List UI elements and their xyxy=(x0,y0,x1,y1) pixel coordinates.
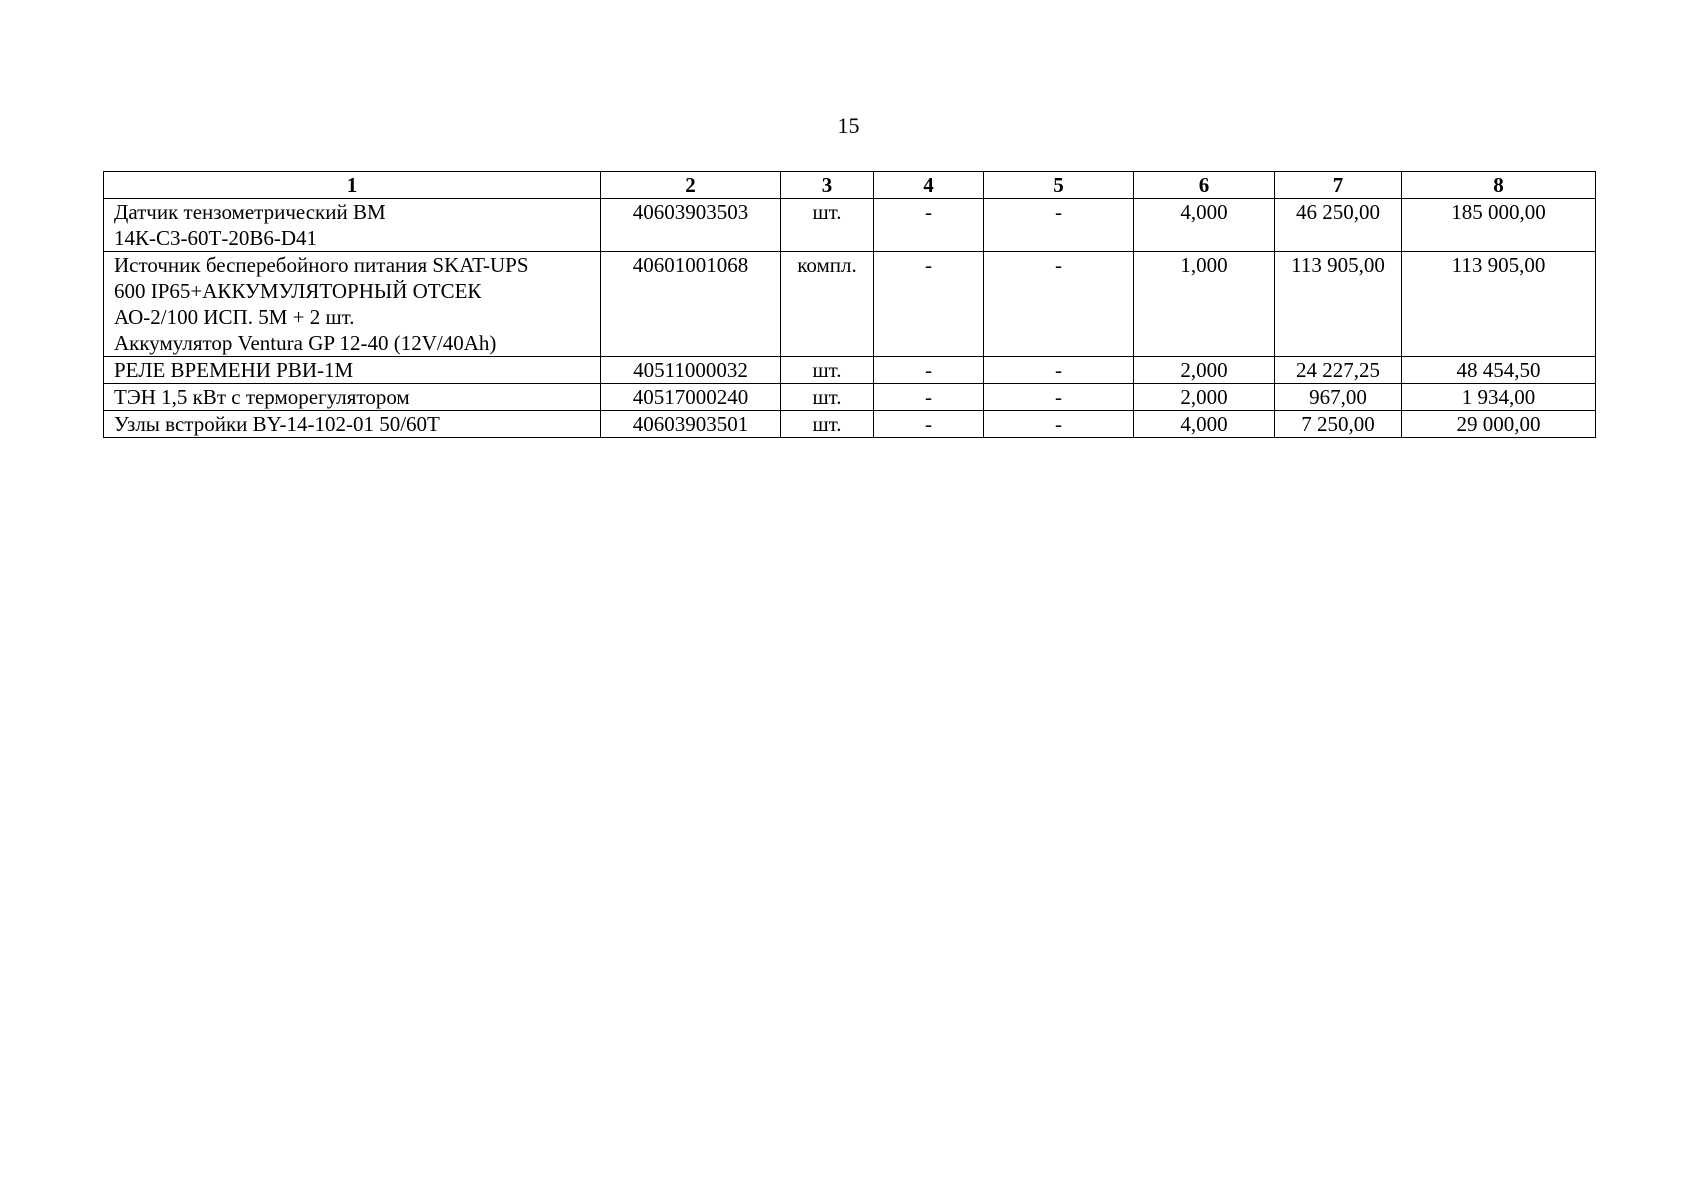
item-total: 48 454,50 xyxy=(1402,357,1596,384)
item-price: 967,00 xyxy=(1275,384,1402,411)
header-cell-6: 6 xyxy=(1134,172,1275,199)
item-quantity: 1,000 xyxy=(1134,252,1275,357)
item-col4: - xyxy=(874,411,984,438)
item-name: Датчик тензометрический ВМ 14К-С3-60Т-20В6-D41 xyxy=(104,199,601,252)
item-col4: - xyxy=(874,199,984,252)
item-code: 40511000032 xyxy=(601,357,781,384)
item-col5: - xyxy=(984,357,1134,384)
item-col5: - xyxy=(984,411,1134,438)
item-quantity: 4,000 xyxy=(1134,199,1275,252)
item-code: 40603903501 xyxy=(601,411,781,438)
item-total: 1 934,00 xyxy=(1402,384,1596,411)
item-name: Узлы встройки BY-14-102-01 50/60T xyxy=(104,411,601,438)
table-row xyxy=(104,411,1596,438)
item-col4: - xyxy=(874,357,984,384)
item-code: 40601001068 xyxy=(601,252,781,357)
item-unit: шт. xyxy=(781,199,874,252)
table-row xyxy=(104,199,1596,252)
header-cell-8: 8 xyxy=(1402,172,1596,199)
item-col5: - xyxy=(984,252,1134,357)
header-cell-7: 7 xyxy=(1275,172,1402,199)
item-unit: компл. xyxy=(781,252,874,357)
item-col4: - xyxy=(874,384,984,411)
item-unit: шт. xyxy=(781,357,874,384)
item-col4: - xyxy=(874,252,984,357)
item-quantity: 2,000 xyxy=(1134,384,1275,411)
item-col5: - xyxy=(984,199,1134,252)
table-row xyxy=(104,384,1596,411)
header-cell-3: 3 xyxy=(781,172,874,199)
item-name: Источник бесперебойного питания SKAT-UPS 600 IP65+АККУМУЛЯТОРНЫЙ ОТСЕК АО-2/100 ИСП. 5М + 2 шт. Аккумулятор Ventura GP 12-40 (12V/40Ah) xyxy=(104,252,601,357)
header-cell-5: 5 xyxy=(984,172,1134,199)
item-code: 40517000240 xyxy=(601,384,781,411)
item-unit: шт. xyxy=(781,384,874,411)
item-quantity: 2,000 xyxy=(1134,357,1275,384)
item-total: 185 000,00 xyxy=(1402,199,1596,252)
table-body xyxy=(104,199,1596,438)
item-total: 113 905,00 xyxy=(1402,252,1596,357)
item-price: 113 905,00 xyxy=(1275,252,1402,357)
page-number: 15 xyxy=(837,113,860,138)
item-quantity: 4,000 xyxy=(1134,411,1275,438)
item-name: ТЭН 1,5 кВт с терморегулятором xyxy=(104,384,601,411)
item-price: 7 250,00 xyxy=(1275,411,1402,438)
table-header xyxy=(104,172,1596,199)
table-row xyxy=(104,357,1596,384)
item-code: 40603903503 xyxy=(601,199,781,252)
item-unit: шт. xyxy=(781,411,874,438)
header-row xyxy=(104,172,1596,199)
item-col5: - xyxy=(984,384,1134,411)
item-total: 29 000,00 xyxy=(1402,411,1596,438)
header-cell-2: 2 xyxy=(601,172,781,199)
item-name: РЕЛЕ ВРЕМЕНИ РВИ-1М xyxy=(104,357,601,384)
item-price: 24 227,25 xyxy=(1275,357,1402,384)
specification-table xyxy=(103,171,1596,438)
table-row xyxy=(104,252,1596,357)
item-price: 46 250,00 xyxy=(1275,199,1402,252)
header-cell-1: 1 xyxy=(104,172,601,199)
header-cell-4: 4 xyxy=(874,172,984,199)
